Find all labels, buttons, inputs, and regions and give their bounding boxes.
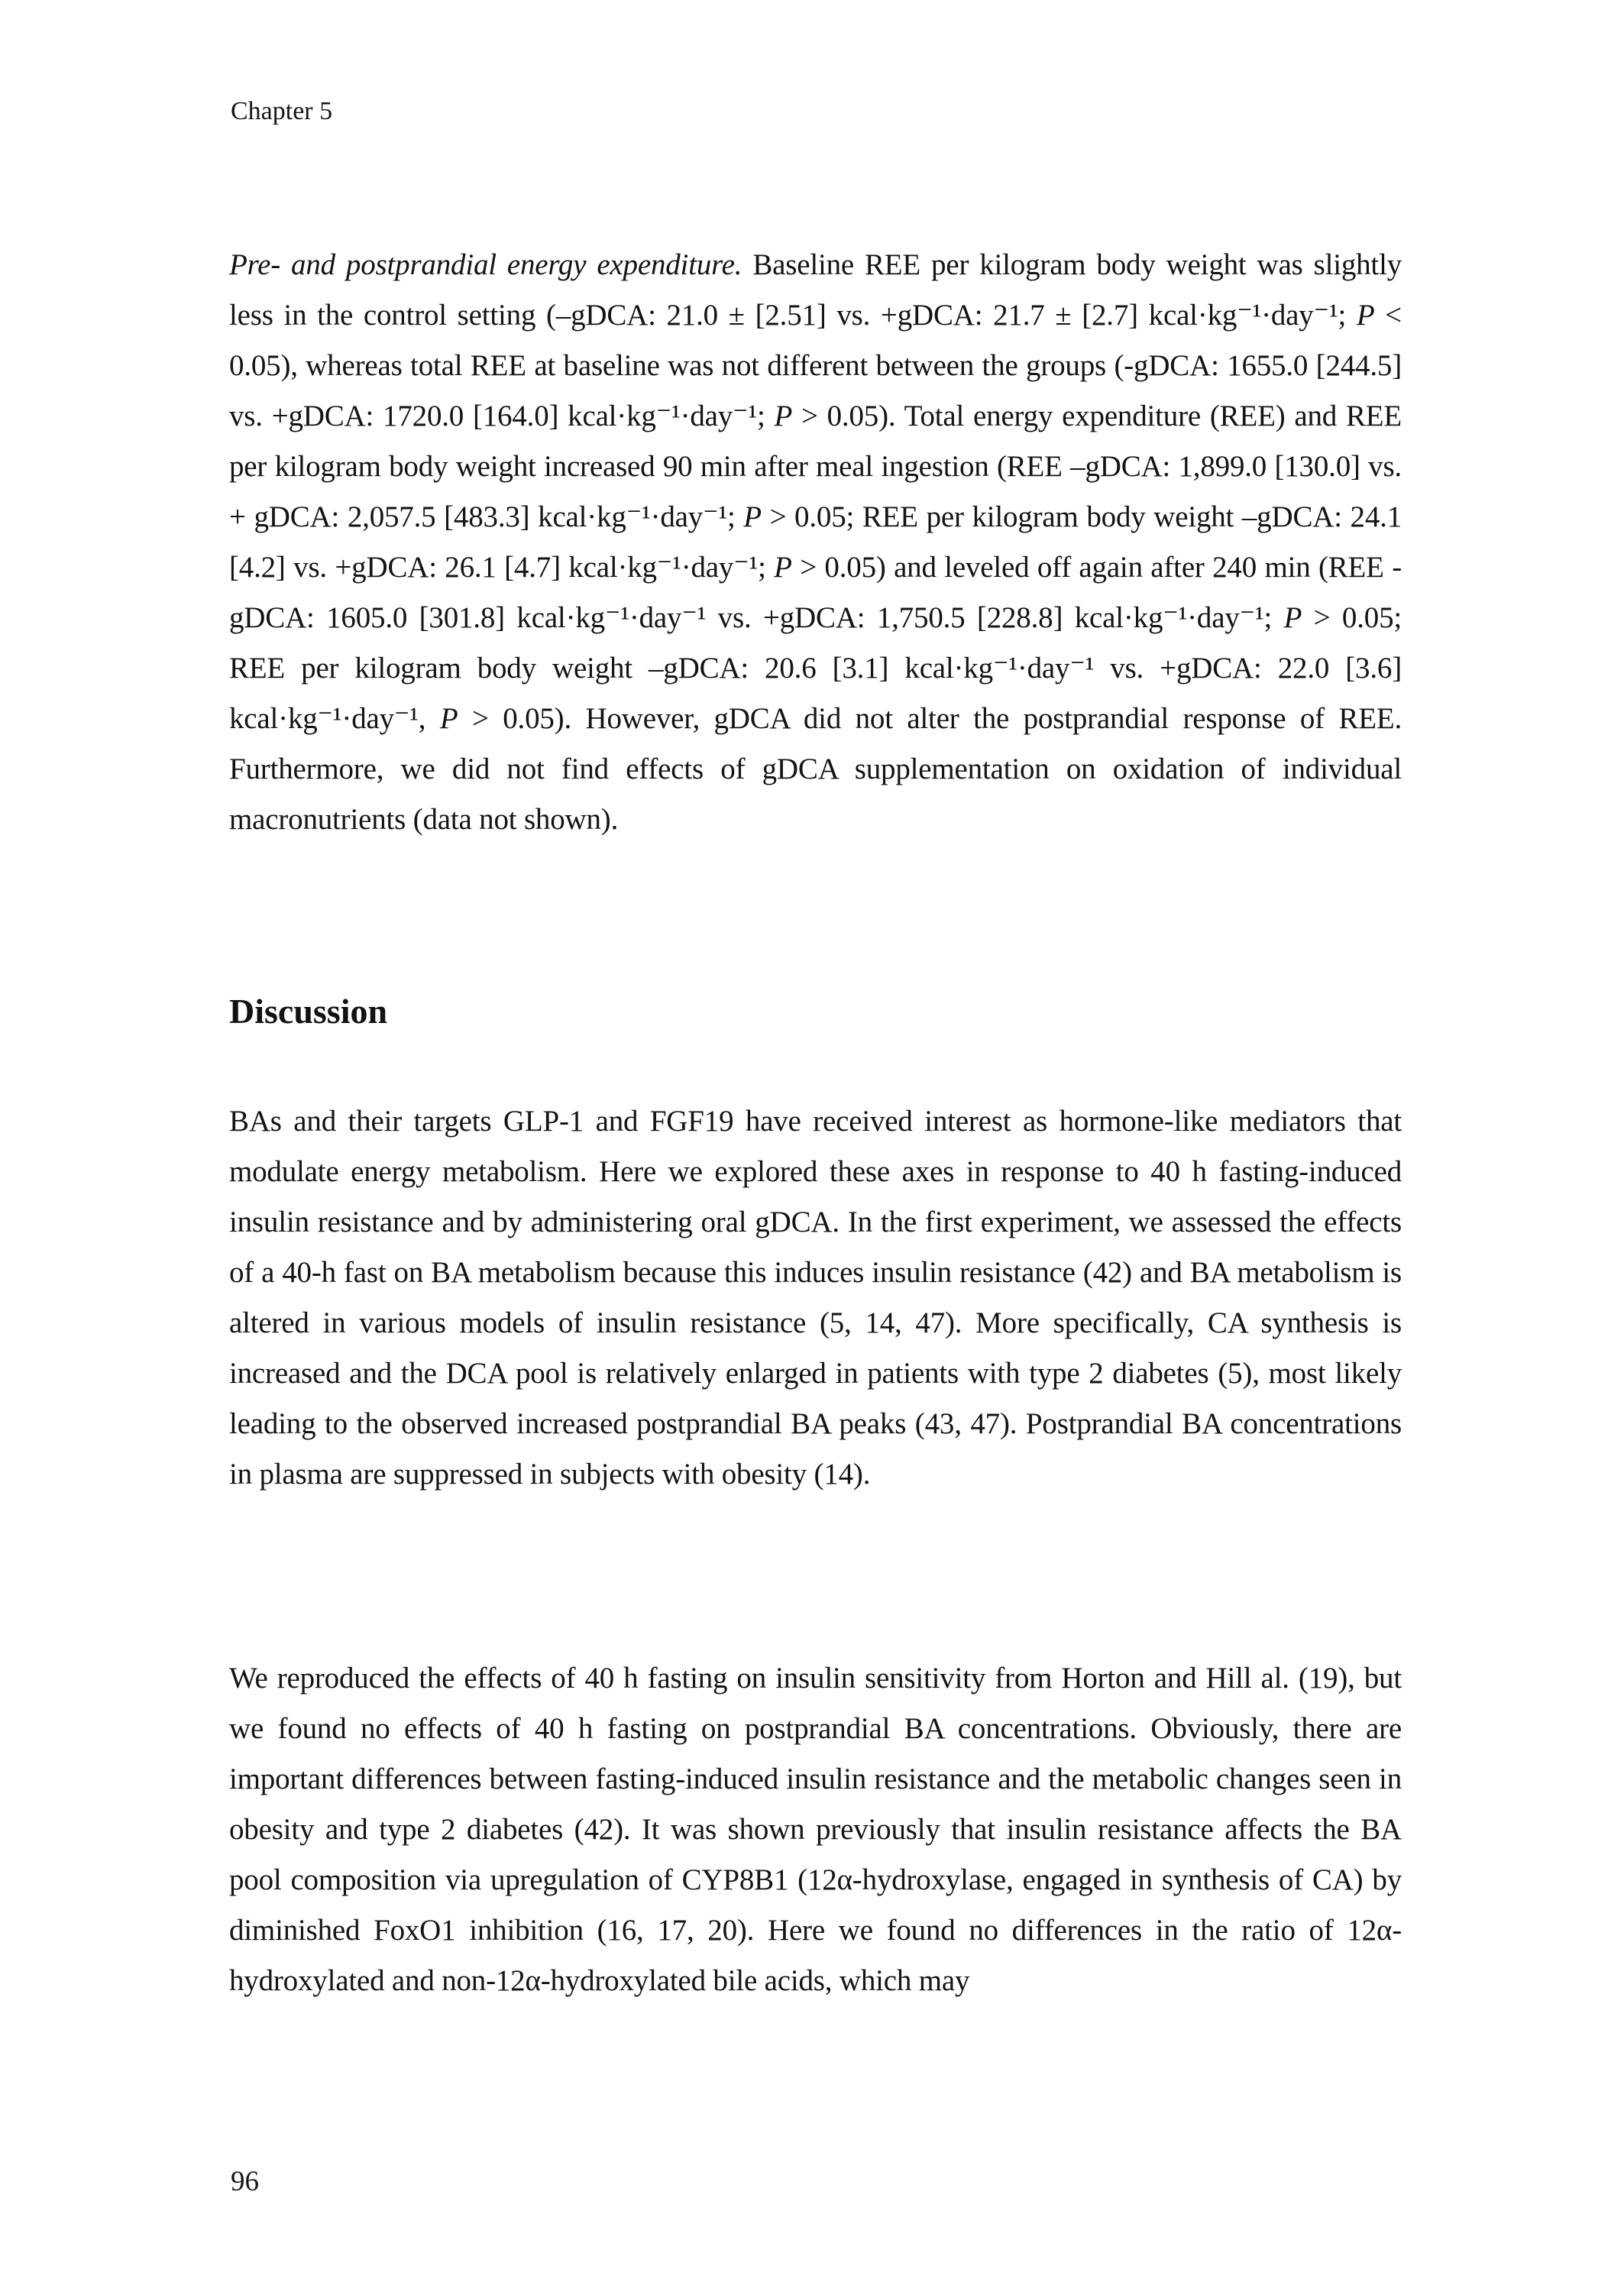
page-number: 96 [231,2166,259,2197]
paragraph-discussion-2: We reproduced the effects of 40 h fasting on insulin sensitivity from Horton and Hill al. (19), but we found no effects of 40 h fasting on postprandial BA concentrations. Obviously, there are important differences between fasting-induced insulin resistance and the metabolic changes seen in obesity and type 2 diabetes (42). It was shown previously that insulin resistance affects the BA pool composition via upregulation of CYP8B1 (12α-hydroxylase, engaged in synthesis of CA) by diminished FoxO1 inhibition (16, 17, 20). Here we found no differences in the ratio of 12α-hydroxylated and non-12α-hydroxylated bile acids, which may [229,1662,1402,1997]
section-heading-discussion: Discussion [229,992,388,1031]
paragraph-energy-expenditure: Pre- and postprandial energy expenditure. Baseline REE per kilogram body weight was slightly less in the control setting (–gDCA: 21.0 ± [2.51] vs. +gDCA: 21.7 ± [2.7] kcal·kg⁻¹·day⁻¹; P < 0.05), whereas total REE at baseline was not different between the groups (-gDCA: 1655.0 [244.5] vs. +gDCA: 1720.0 [164.0] kcal·kg⁻¹·day⁻¹; P > 0.05). Total energy expenditure (REE) and REE per kilogram body weight increased 90 min after meal ingestion (REE –gDCA: 1,899.0 [130.0] vs. + gDCA: 2,057.5 [483.3] kcal·kg⁻¹·day⁻¹; P > 0.05; REE per kilogram body weight –gDCA: 24.1 [4.2] vs. +gDCA: 26.1 [4.7] kcal·kg⁻¹·day⁻¹; P > 0.05) and leveled off again after 240 min (REE -gDCA: 1605.0 [301.8] kcal·kg⁻¹·day⁻¹ vs. +gDCA: 1,750.5 [228.8] kcal·kg⁻¹·day⁻¹; P > 0.05; REE per kilogram body weight –gDCA: 20.6 [3.1] kcal·kg⁻¹·day⁻¹ vs. +gDCA: 22.0 [3.6] kcal·kg⁻¹·day⁻¹, P > 0.05). However, gDCA did not alter the postprandial response of REE. Furthermore, we did not find effects of gDCA supplementation on oxidation of individual macronutrients (data not shown). [229,248,1402,836]
running-header: Chapter 5 [231,97,333,125]
paragraph-discussion-1: BAs and their targets GLP-1 and FGF19 have received interest as hormone-like mediators that modulate energy metabolism. Here we explored these axes in response to 40 h fasting-induced insulin resistance and by administering oral gDCA. In the first experiment, we assessed the effects of a 40-h fast on BA metabolism because this induces insulin resistance (42) and BA metabolism is altered in various models of insulin resistance (5, 14, 47). More specifically, CA synthesis is increased and the DCA pool is relatively enlarged in patients with type 2 diabetes (5), most likely leading to the observed increased postprandial BA peaks (43, 47). Postprandial BA concentrations in plasma are suppressed in subjects with obesity (14). [229,1105,1402,1491]
